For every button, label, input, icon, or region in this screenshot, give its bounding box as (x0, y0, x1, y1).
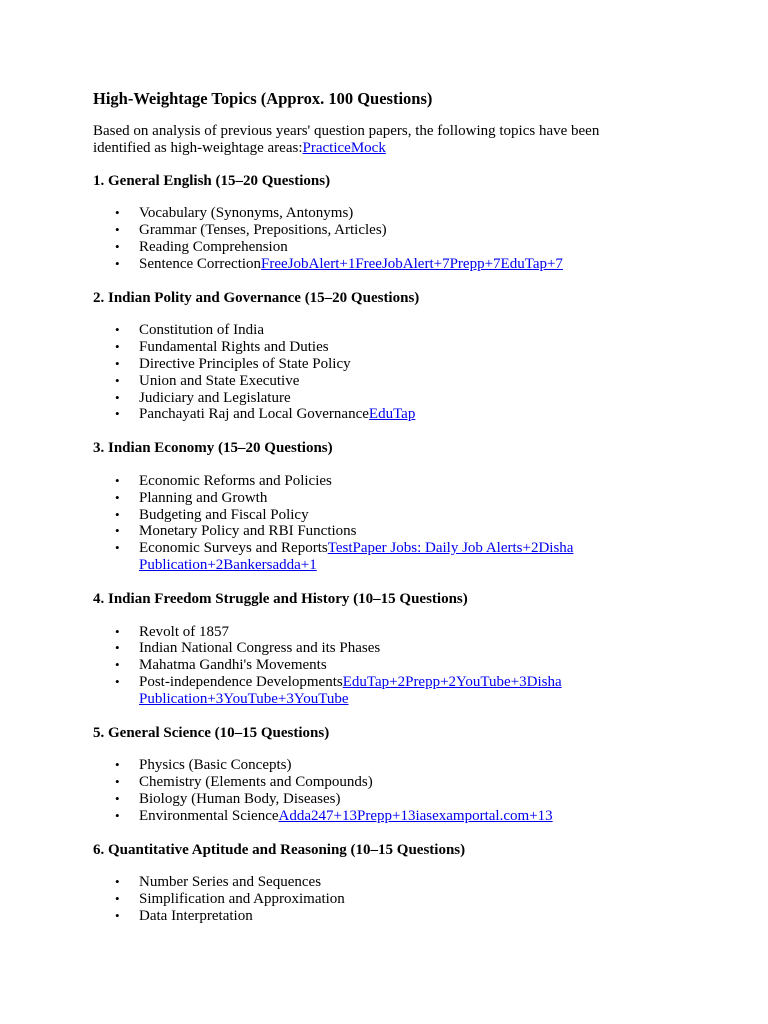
bullet-icon: • (115, 623, 120, 639)
bullet-icon: • (115, 874, 120, 890)
bullet-icon: • (115, 891, 120, 907)
list-item-text: Judiciary and Legislature (139, 389, 291, 406)
list-item-text: Sentence Correction (139, 255, 262, 272)
list-item-text: Panchayati Raj and Local Governance (139, 406, 369, 423)
list-item (93, 490, 653, 507)
bullet-icon: • (115, 774, 120, 790)
list-item (93, 473, 653, 490)
topic-list (93, 322, 653, 423)
list-item (93, 523, 653, 540)
bullet-icon: • (115, 255, 120, 271)
source-link[interactable]: EduTap+2Prepp+2YouTube+3Disha Publication+3YouTube+3YouTube (139, 673, 562, 707)
list-item-text: Chemistry (Elements and Compounds) (139, 774, 373, 791)
bullet-icon: • (115, 673, 120, 689)
list-item (93, 624, 653, 641)
list-item-text: Data Interpretation (139, 907, 253, 924)
list-item-text: Planning and Growth (139, 489, 268, 506)
list-item (93, 256, 653, 273)
source-link[interactable]: EduTap (368, 406, 416, 423)
list-item (93, 640, 653, 657)
topic-list (93, 473, 653, 574)
list-item (93, 757, 653, 774)
bullet-icon: • (115, 523, 120, 539)
list-item-text: Environmental Science (139, 807, 279, 824)
bullet-icon: • (115, 540, 120, 556)
list-item-text: Physics (Basic Concepts) (139, 757, 292, 774)
intro-paragraph (93, 123, 653, 157)
bullet-icon: • (115, 907, 120, 923)
bullet-icon: • (115, 807, 120, 823)
list-item-text: Reading Comprehension (139, 238, 288, 255)
bullet-icon: • (115, 640, 120, 656)
list-item-text: Number Series and Sequences (139, 874, 322, 891)
list-item-text: Economic Surveys and Reports (139, 540, 328, 557)
list-item-text: Monetary Policy and RBI Functions (139, 523, 357, 540)
intro-text: Based on analysis of previous years' question papers, the following topics have been identified as high-weightage areas: (93, 123, 600, 156)
list-item (93, 222, 653, 239)
list-item-text: Revolt of 1857 (139, 623, 229, 640)
source-link[interactable]: Adda247+13Prepp+13iasexamportal.com+13 (278, 807, 553, 824)
bullet-icon: • (115, 406, 120, 422)
list-item (93, 908, 653, 925)
intro-source-link[interactable]: PracticeMock (302, 139, 386, 156)
list-item-text: Constitution of India (139, 322, 264, 339)
topic-list (93, 874, 653, 924)
list-item (93, 507, 653, 524)
list-item (93, 406, 653, 423)
source-link[interactable]: FreeJobAlert+1FreeJobAlert+7Prepp+7EduTap+7 (261, 255, 563, 272)
bullet-icon: • (115, 238, 120, 254)
list-item-text: Vocabulary (Synonyms, Antonyms) (139, 205, 354, 222)
bullet-icon: • (115, 790, 120, 806)
list-item (93, 239, 653, 256)
list-item (93, 674, 653, 708)
list-item (93, 540, 653, 574)
list-item (93, 808, 653, 825)
list-item-text: Mahatma Gandhi's Movements (139, 657, 327, 674)
section-heading: 5. General Science (10–15 Questions) (93, 724, 330, 741)
document-page (93, 89, 653, 942)
section-heading: 2. Indian Polity and Governance (15–20 Questions) (93, 289, 420, 306)
list-item-text: Budgeting and Fiscal Policy (139, 506, 309, 523)
section-heading: 4. Indian Freedom Struggle and History (10–15 Questions) (93, 590, 468, 607)
list-item (93, 373, 653, 390)
bullet-icon: • (115, 657, 120, 673)
bullet-icon: • (115, 757, 120, 773)
list-item-text: Biology (Human Body, Diseases) (139, 790, 341, 807)
list-item-text: Union and State Executive (139, 372, 300, 389)
list-item (93, 390, 653, 407)
bullet-icon: • (115, 355, 120, 371)
list-item-text: Grammar (Tenses, Prepositions, Articles) (139, 222, 387, 239)
list-item-text: Indian National Congress and its Phases (139, 640, 381, 657)
list-item (93, 356, 653, 373)
list-item-text: Economic Reforms and Policies (139, 472, 332, 489)
bullet-icon: • (115, 322, 120, 338)
bullet-icon: • (115, 372, 120, 388)
list-item (93, 205, 653, 222)
bullet-icon: • (115, 339, 120, 355)
list-item (93, 339, 653, 356)
section-heading: 6. Quantitative Aptitude and Reasoning (10–15 Questions) (93, 841, 466, 858)
page-title: High-Weightage Topics (Approx. 100 Questions) (93, 89, 433, 108)
topic-list (93, 624, 653, 708)
list-item (93, 774, 653, 791)
list-item-text: Simplification and Approximation (139, 891, 345, 908)
bullet-icon: • (115, 389, 120, 405)
list-item (93, 891, 653, 908)
bullet-icon: • (115, 472, 120, 488)
section-heading: 3. Indian Economy (15–20 Questions) (93, 440, 333, 457)
bullet-icon: • (115, 222, 120, 238)
bullet-icon: • (115, 489, 120, 505)
topic-list (93, 757, 653, 824)
list-item (93, 874, 653, 891)
bullet-icon: • (115, 506, 120, 522)
list-item (93, 657, 653, 674)
topic-sections (93, 173, 653, 925)
section-heading: 1. General English (15–20 Questions) (93, 172, 331, 189)
list-item (93, 791, 653, 808)
list-item-text: Fundamental Rights and Duties (139, 339, 329, 356)
list-item-text: Directive Principles of State Policy (139, 355, 351, 372)
bullet-icon: • (115, 205, 120, 221)
source-link[interactable]: TestPaper Jobs: Daily Job Alerts+2Disha Publication+2Bankersadda+1 (139, 540, 574, 573)
list-item (93, 322, 653, 339)
topic-list (93, 205, 653, 272)
list-item-text: Post-independence Developments (139, 673, 343, 690)
